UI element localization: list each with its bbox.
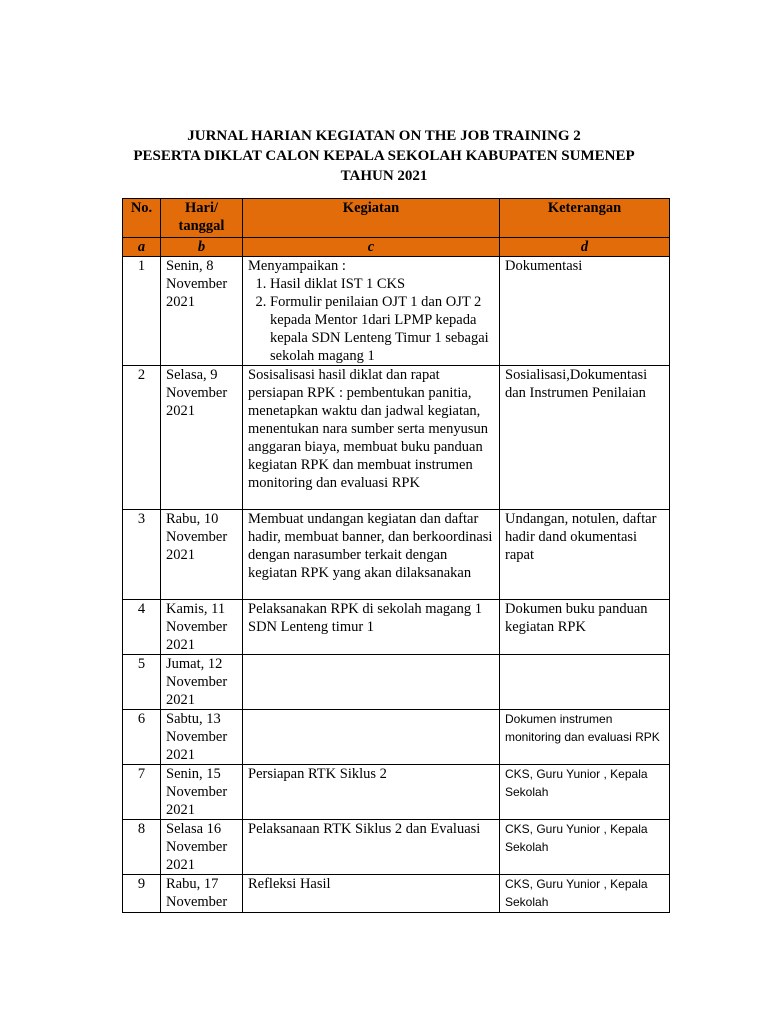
- row-activity: [243, 710, 500, 765]
- date-line: November: [166, 385, 228, 401]
- date-line: November: [166, 529, 228, 545]
- row-number: 3: [123, 510, 161, 600]
- date-line: Sabtu, 13: [166, 711, 221, 727]
- subheader-c: c: [243, 238, 500, 257]
- row-number: 2: [123, 366, 161, 510]
- row-date: [161, 875, 243, 913]
- row-activity: Persiapan RTK Siklus 2: [243, 765, 500, 820]
- table-row: [123, 655, 670, 710]
- activity-list: [248, 275, 494, 365]
- date-line: 2021: [166, 747, 195, 763]
- header-hari-line: Hari/: [184, 200, 219, 216]
- row-activity: [243, 655, 500, 710]
- date-line: 2021: [166, 294, 195, 310]
- row-note: CKS, Guru Yunior , Kepala Sekolah: [500, 765, 670, 820]
- date-line: 2021: [166, 692, 195, 708]
- row-activity: Pelaksanakan RPK di sekolah magang 1 SDN Lenteng timur 1: [243, 600, 500, 655]
- row-note: [500, 655, 670, 710]
- subheader-a: a: [123, 238, 161, 257]
- row-date: [161, 600, 243, 655]
- row-note: CKS, Guru Yunior , Kepala Sekolah: [500, 875, 670, 913]
- row-note: Undangan, notulen, daftar hadir dand okumentasi rapat: [500, 510, 670, 600]
- row-activity: [243, 257, 500, 366]
- row-note: CKS, Guru Yunior , Kepala Sekolah: [500, 820, 670, 875]
- date-line: November: [166, 784, 228, 800]
- row-note: Dokumen buku panduan kegiatan RPK: [500, 600, 670, 655]
- date-line: Selasa 16: [166, 821, 222, 837]
- row-number: 8: [123, 820, 161, 875]
- table-header-row: [123, 199, 670, 238]
- row-activity: Sosisalisasi hasil diklat dan rapat persiapan RPK : pembentukan panitia, menetapkan waktu dan jadwal kegiatan, menentukan nara sumber serta menyusun anggaran biaya, membuat buku panduan kegiatan RPK dan membuat instrumen monitoring dan evaluasi RPK: [243, 366, 500, 510]
- title-line-2: PESERTA DIKLAT CALON KEPALA SEKOLAH KABUPATEN SUMENEP: [133, 148, 635, 164]
- row-date: [161, 765, 243, 820]
- table-row: [123, 257, 670, 366]
- date-line: Senin, 15: [166, 766, 221, 782]
- header-no: No.: [123, 199, 161, 238]
- date-line: November: [166, 276, 228, 292]
- row-date: [161, 820, 243, 875]
- activity-intro: Menyampaikan :: [248, 258, 346, 274]
- header-keterangan: Keterangan: [500, 199, 670, 238]
- row-date: [161, 510, 243, 600]
- date-line: November: [166, 619, 228, 635]
- table-row: [123, 366, 670, 510]
- row-activity: Pelaksanaan RTK Siklus 2 dan Evaluasi: [243, 820, 500, 875]
- row-number: 9: [123, 875, 161, 913]
- title-line-3: TAHUN 2021: [340, 168, 428, 184]
- journal-table: [122, 198, 670, 913]
- table-row: [123, 875, 670, 913]
- subheader-b: b: [161, 238, 243, 257]
- date-line: Jumat, 12: [166, 656, 223, 672]
- date-line: Rabu, 10: [166, 511, 219, 527]
- table-row: [123, 600, 670, 655]
- date-line: 2021: [166, 637, 195, 653]
- table-subheader-row: [123, 238, 670, 257]
- table-row: [123, 510, 670, 600]
- header-tanggal-line: tanggal: [178, 218, 225, 234]
- table-row: [123, 765, 670, 820]
- row-activity: Membuat undangan kegiatan dan daftar hadir, membuat banner, dan berkoordinasi dengan narasumber terkait dengan kegiatan RPK yang akan dilaksanakan: [243, 510, 500, 600]
- date-line: Rabu, 17: [166, 876, 219, 892]
- header-kegiatan: Kegiatan: [243, 199, 500, 238]
- row-note: Sosialisasi,Dokumentasi dan Instrumen Penilaian: [500, 366, 670, 510]
- row-date: [161, 366, 243, 510]
- row-date: [161, 655, 243, 710]
- row-number: 5: [123, 655, 161, 710]
- document-title: [0, 126, 768, 186]
- date-line: November: [166, 674, 228, 690]
- row-note: Dokumentasi: [500, 257, 670, 366]
- row-activity: Refleksi Hasil: [243, 875, 500, 913]
- table-row: [123, 710, 670, 765]
- date-line: November: [166, 729, 228, 745]
- date-line: 2021: [166, 802, 195, 818]
- title-line-1: JURNAL HARIAN KEGIATAN ON THE JOB TRAINING 2: [187, 128, 581, 144]
- row-note: Dokumen instrumen monitoring dan evaluasi RPK: [500, 710, 670, 765]
- table-row: [123, 820, 670, 875]
- date-line: Selasa, 9: [166, 367, 218, 383]
- date-line: 2021: [166, 403, 195, 419]
- date-line: 2021: [166, 547, 195, 563]
- row-number: 4: [123, 600, 161, 655]
- row-number: 1: [123, 257, 161, 366]
- date-line: November: [166, 839, 228, 855]
- date-line: Senin, 8: [166, 258, 214, 274]
- date-line: 2021: [166, 857, 195, 873]
- row-number: 7: [123, 765, 161, 820]
- activity-list-item: 1. Hasil diklat IST 1 CKS: [270, 275, 494, 293]
- header-hari-tanggal: [161, 199, 243, 238]
- date-line: Kamis, 11: [166, 601, 226, 617]
- date-line: November: [166, 894, 228, 910]
- row-date: [161, 257, 243, 366]
- subheader-d: d: [500, 238, 670, 257]
- row-date: [161, 710, 243, 765]
- row-number: 6: [123, 710, 161, 765]
- activity-list-item: 2. Formulir penilaian OJT 1 dan OJT 2 kepada Mentor 1dari LPMP kepada kepala SDN Lenteng Timur 1 sebagai sekolah magang 1: [270, 293, 494, 365]
